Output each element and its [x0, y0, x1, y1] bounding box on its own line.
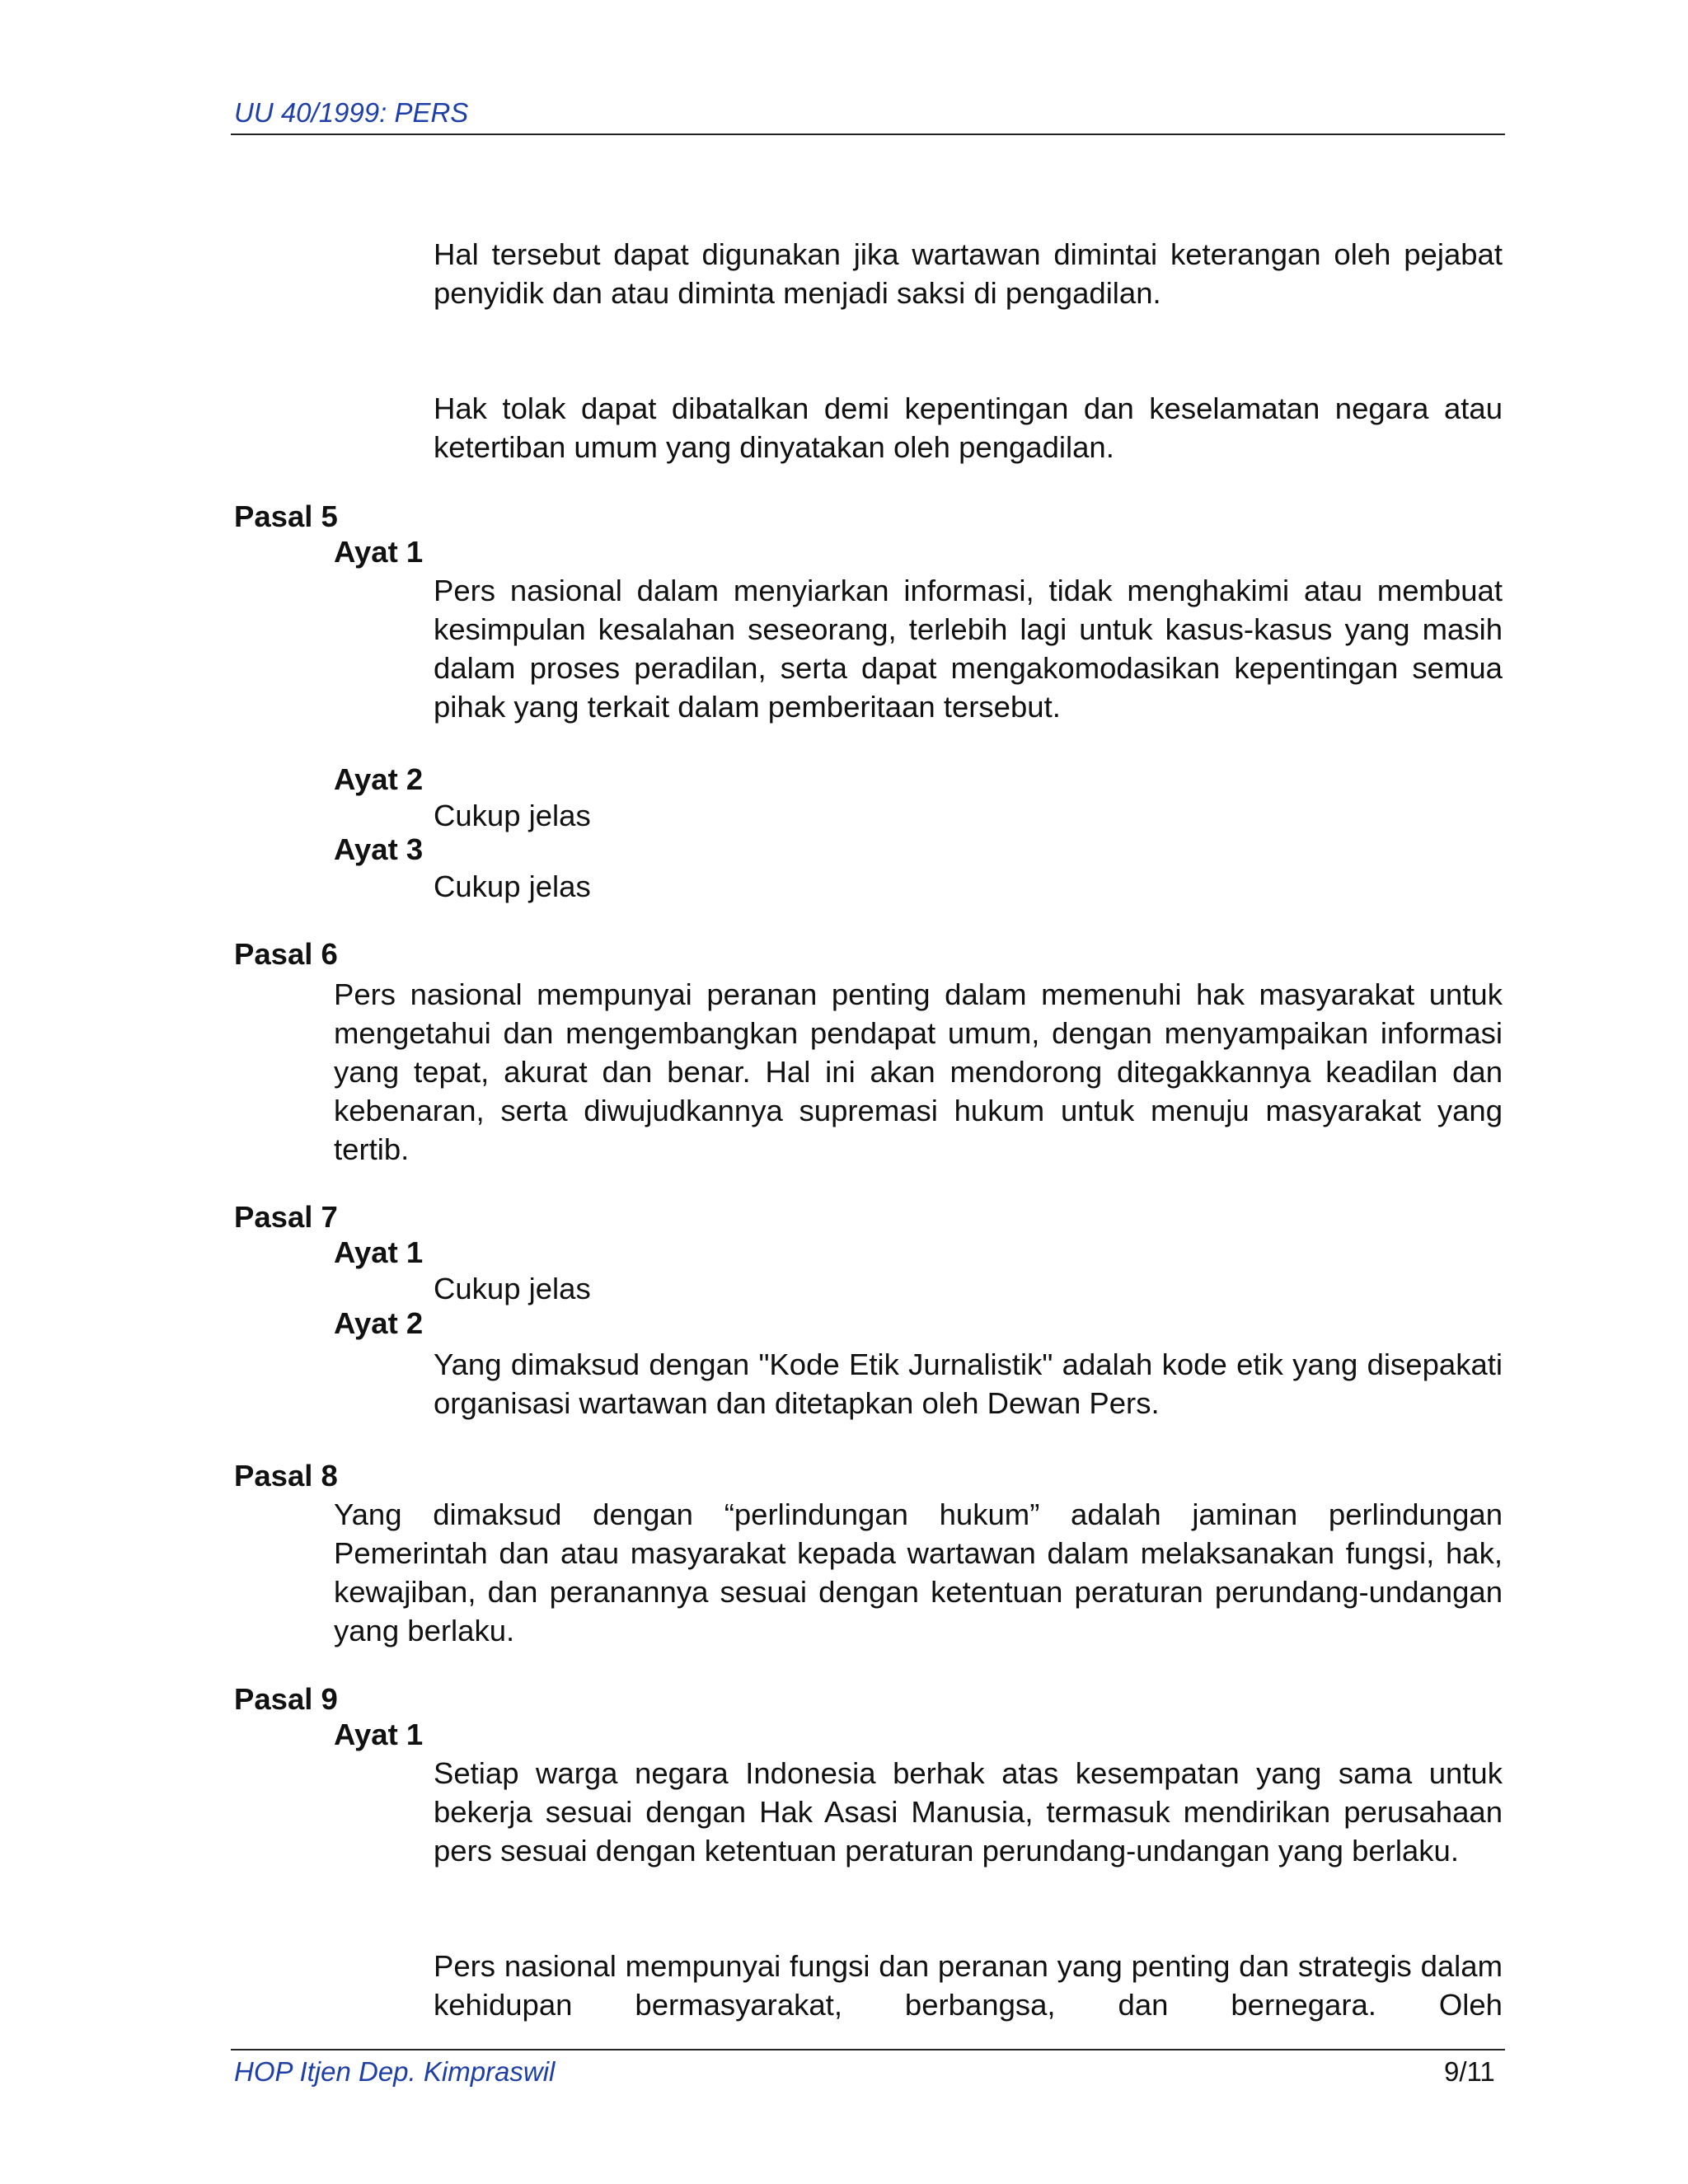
pasal-5-ayat-3-text: Cukup jelas	[434, 869, 591, 903]
pasal-6-text: Pers nasional mempunyai peranan penting dalam memenuhi hak masyarakat untuk mengetahui dan mengembangkan pendapat umum, dengan menyampaikan informasi yang tepat, akurat dan benar. Hal ini akan mendorong ditegakkannya keadilan dan kebenaran, serta diwujudkannya supremasi hukum untuk menuju masyarakat yang tertib.	[334, 977, 1503, 1166]
pasal-8-title: Pasal 8	[234, 1459, 338, 1493]
pasal-7-ayat-1-label: Ayat 1	[334, 1235, 424, 1269]
pasal-5-ayat-1-label: Ayat 1	[334, 535, 424, 569]
pasal-7-ayat-2-label: Ayat 2	[334, 1306, 424, 1340]
pasal-9-ayat-1-paragraph-2: Pers nasional mempunyai fungsi dan peranan yang penting dan strategis dalam kehidupan bermasyarakat, berbangsa, dan bernegara. Oleh	[434, 1949, 1503, 2022]
intro-paragraph-2: Hak tolak dapat dibatalkan demi kepentingan dan keselamatan negara atau ketertiban umum yang dinyatakan oleh pengadilan.	[434, 391, 1503, 464]
header-rule	[231, 134, 1505, 135]
pasal-6-title: Pasal 6	[234, 937, 338, 971]
pasal-9-ayat-1-label: Ayat 1	[334, 1718, 424, 1751]
footer-rule	[231, 2049, 1505, 2050]
header-title: UU 40/1999: PERS	[234, 97, 469, 128]
footer-organization: HOP Itjen Dep. Kimpraswil	[234, 2056, 556, 2087]
page-number: 9/11	[1444, 2056, 1495, 2087]
pasal-7-ayat-1-text: Cukup jelas	[434, 1272, 591, 1305]
pasal-9-ayat-1-paragraph-1: Setiap warga negara Indonesia berhak atas kesempatan yang sama untuk bekerja sesuai dengan Hak Asasi Manusia, termasuk mendirikan perusahaan pers sesuai dengan ketentuan peraturan perundang-undangan yang berlaku.	[434, 1756, 1503, 1868]
pasal-5-ayat-1-text: Pers nasional dalam menyiarkan informasi, tidak menghakimi atau membuat kesimpulan kesalahan seseorang, terlebih lagi untuk kasus-kasus yang masih dalam proses peradilan, serta dapat mengakomodasikan kepentingan semua pihak yang terkait dalam pemberitaan tersebut.	[434, 574, 1503, 724]
pasal-9-title: Pasal 9	[234, 1682, 338, 1716]
pasal-5-ayat-2-label: Ayat 2	[334, 762, 424, 796]
pasal-5-ayat-2-text: Cukup jelas	[434, 799, 591, 832]
pasal-7-ayat-2-text: Yang dimaksud dengan "Kode Etik Jurnalistik" adalah kode etik yang disepakati organisasi wartawan dan ditetapkan oleh Dewan Pers.	[434, 1347, 1503, 1420]
pasal-8-text: Yang dimaksud dengan “perlindungan hukum” adalah jaminan perlindungan Pemerintah dan atau masyarakat kepada wartawan dalam melaksanakan fungsi, hak, kewajiban, dan peranannya sesuai dengan ketentuan peraturan perundang-undangan yang berlaku.	[334, 1497, 1503, 1647]
pasal-5-title: Pasal 5	[234, 499, 338, 533]
intro-paragraph-1: Hal tersebut dapat digunakan jika wartawan dimintai keterangan oleh pejabat penyidik dan atau diminta menjadi saksi di pengadilan.	[434, 237, 1503, 310]
pasal-5-ayat-3-label: Ayat 3	[334, 832, 424, 866]
pasal-7-title: Pasal 7	[234, 1200, 338, 1234]
